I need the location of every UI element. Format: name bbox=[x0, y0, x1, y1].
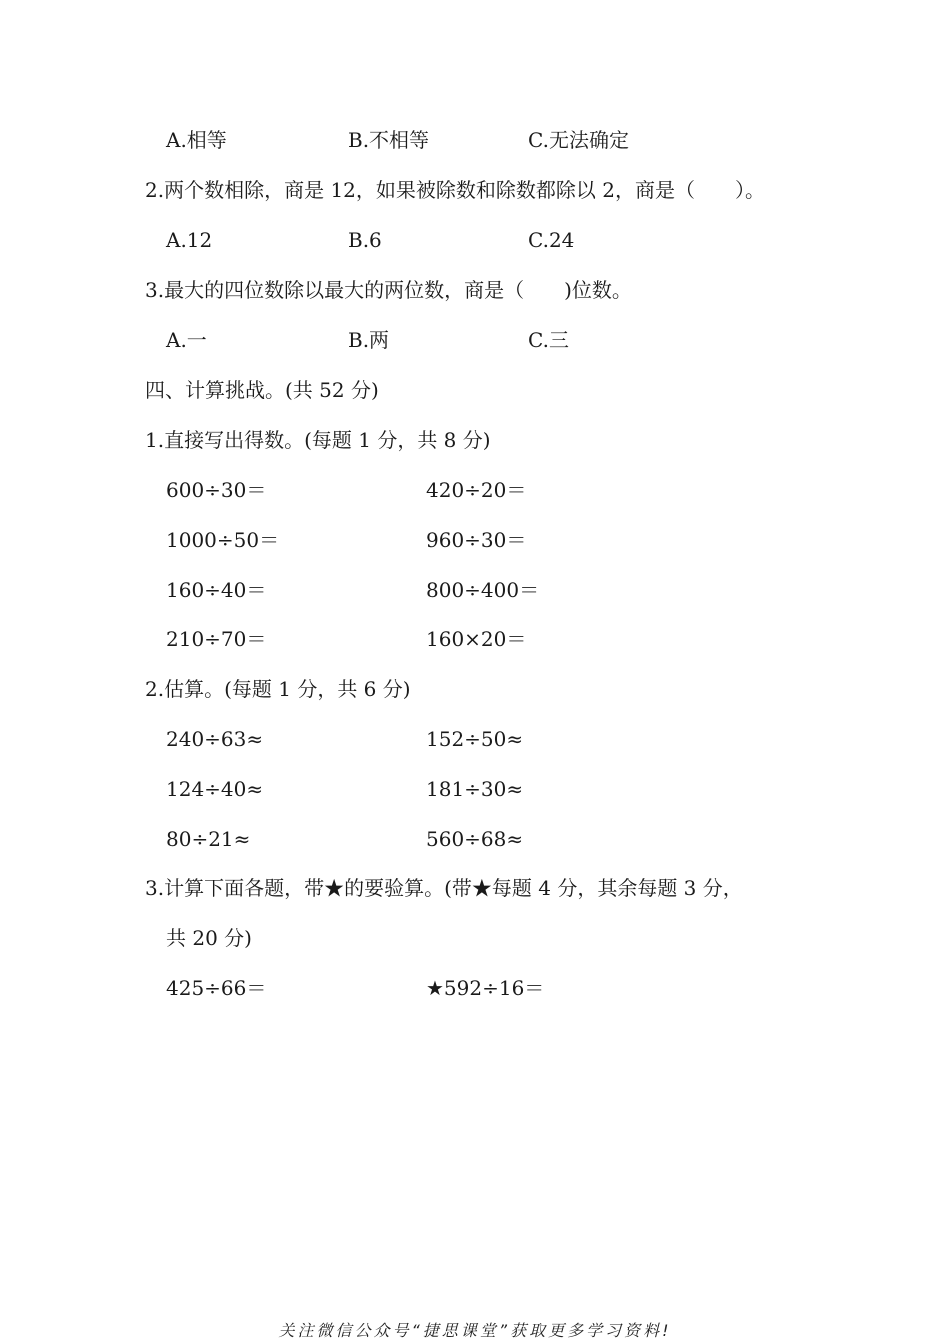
q2-option-a: A.12 bbox=[166, 228, 213, 252]
part1-problem: 1000÷50＝ bbox=[166, 528, 280, 552]
q1-option-c: C.无法确定 bbox=[528, 128, 629, 152]
part2-title: 2.估算。(每题 1 分，共 6 分) bbox=[145, 677, 411, 701]
q3-text: 3.最大的四位数除以最大的两位数，商是（ )位数。 bbox=[145, 278, 632, 302]
q2-option-b: B.6 bbox=[348, 228, 382, 252]
part2-problem: 240÷63≈ bbox=[166, 727, 264, 751]
part1-problem: 600÷30＝ bbox=[166, 478, 267, 502]
part2-problem: 124÷40≈ bbox=[166, 777, 264, 801]
footer-promo: 关注微信公众号“捷思课堂”获取更多学习资料! bbox=[278, 1321, 672, 1340]
q3-option-c: C.三 bbox=[528, 328, 569, 352]
part1-problem: 420÷20＝ bbox=[426, 478, 527, 502]
section4-title: 四、计算挑战。(共 52 分) bbox=[145, 378, 379, 402]
part1-problem: 960÷30＝ bbox=[426, 528, 527, 552]
q2-option-c: C.24 bbox=[528, 228, 575, 252]
q2-text: 2.两个数相除，商是 12，如果被除数和除数都除以 2，商是（ ）。 bbox=[145, 178, 765, 202]
part3-problem: 425÷66＝ bbox=[166, 976, 267, 1000]
part1-problem: 800÷400＝ bbox=[426, 578, 540, 602]
part1-problem: 160×20＝ bbox=[426, 627, 527, 651]
part1-problem: 210÷70＝ bbox=[166, 627, 267, 651]
q1-option-a: A.相等 bbox=[166, 128, 227, 152]
part1-problem: 160÷40＝ bbox=[166, 578, 267, 602]
part2-problem: 152÷50≈ bbox=[426, 727, 524, 751]
q3-option-a: A.一 bbox=[166, 328, 207, 352]
part2-problem: 181÷30≈ bbox=[426, 777, 524, 801]
part3-problem: ★592÷16＝ bbox=[426, 976, 545, 1000]
q3-option-b: B.两 bbox=[348, 328, 390, 352]
part2-problem: 560÷68≈ bbox=[426, 827, 524, 851]
part2-problem: 80÷21≈ bbox=[166, 827, 251, 851]
part3-title-continued: 共 20 分) bbox=[166, 926, 252, 950]
q1-option-b: B.不相等 bbox=[348, 128, 430, 152]
part1-title: 1.直接写出得数。(每题 1 分，共 8 分) bbox=[145, 428, 491, 452]
part3-title: 3.计算下面各题，带★的要验算。(带★每题 4 分，其余每题 3 分， bbox=[145, 876, 743, 900]
